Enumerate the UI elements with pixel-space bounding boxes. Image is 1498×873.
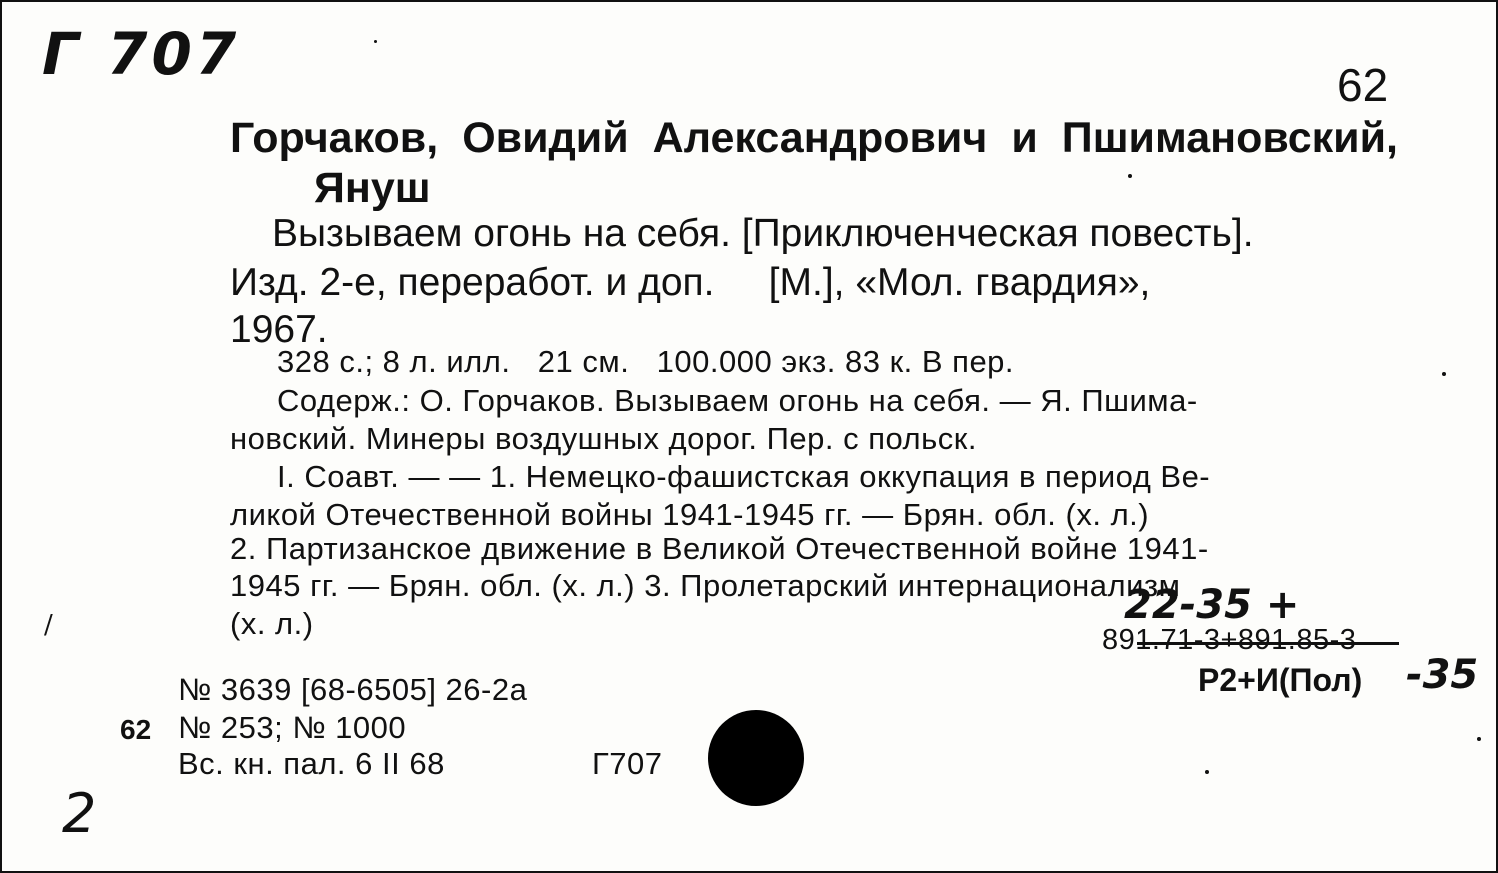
contents-line-2: новский. Минеры воздушных дорог. Пер. с польск. xyxy=(230,421,977,456)
title-line-3: 1967. xyxy=(230,308,328,351)
subjects-line-2: ликой Отечественной войны 1941-1945 гг. — Брян. обл. (х. л.) xyxy=(230,497,1150,532)
speck xyxy=(1205,770,1209,774)
author-name: Овидий xyxy=(462,114,629,162)
author-patronymic: Александрович xyxy=(652,114,988,162)
subjects-line-5: (х. л.) xyxy=(230,606,314,641)
punch-hole xyxy=(708,710,804,806)
title-line-2: Изд. 2-е, переработ. и доп. [М.], «Мол. гвардия», xyxy=(230,261,1151,304)
call-number: Г 707 xyxy=(42,20,241,88)
author-heading xyxy=(230,114,1398,163)
title-line-1: Вызываем огонь на себя. [Приключенческая повесть]. xyxy=(272,212,1254,255)
author-surname: Горчаков, xyxy=(230,114,439,162)
subjects-line-1: I. Соавт. — — 1. Немецко-фашистская оккупация в период Ве- xyxy=(277,459,1211,494)
subjects-line-4: 1945 гг. — Брян. обл. (х. л.) 3. Пролетарский интернационализм xyxy=(230,568,1181,603)
card-number: 62 xyxy=(1337,59,1389,111)
speck xyxy=(374,40,377,43)
author-conjunction: и xyxy=(1011,114,1038,162)
footer-line-3: Вс. кн. пал. 6 II 68 xyxy=(178,746,445,781)
footer-line-2: № 253; № 1000 xyxy=(178,710,407,745)
coauthor-surname: Пшимановский, xyxy=(1061,114,1398,162)
subjects-line-3: 2. Партизанское движение в Великой Отечественной войне 1941- xyxy=(230,531,1209,566)
handwritten-copy-number: 2 xyxy=(62,782,97,845)
footer-line-1: № 3639 [68-6505] 26-2а xyxy=(178,672,528,707)
speck xyxy=(1442,372,1446,376)
contents-line-1: Содерж.: О. Горчаков. Вызываем огонь на себя. — Я. Пшима- xyxy=(277,383,1198,418)
struck-class-number: 891.71-3+891.85-3 xyxy=(1102,624,1357,656)
handwritten-class-suffix: -35 xyxy=(1406,652,1479,698)
footer-code: Г707 xyxy=(592,746,663,781)
collation: 328 с.; 8 л. илл. 21 см. 100.000 экз. 83 к. В пер. xyxy=(277,344,1015,379)
speck xyxy=(1477,737,1481,741)
margin-mark: / xyxy=(44,610,53,640)
strikethrough-line xyxy=(1137,642,1399,645)
coauthor-name: Януш xyxy=(314,164,431,212)
handwritten-class-number: 22-35 + xyxy=(1124,582,1300,628)
class-number: Р2+И(Пол) xyxy=(1198,662,1363,698)
footer-prefix: 62 xyxy=(120,714,152,745)
speck xyxy=(1128,174,1132,178)
